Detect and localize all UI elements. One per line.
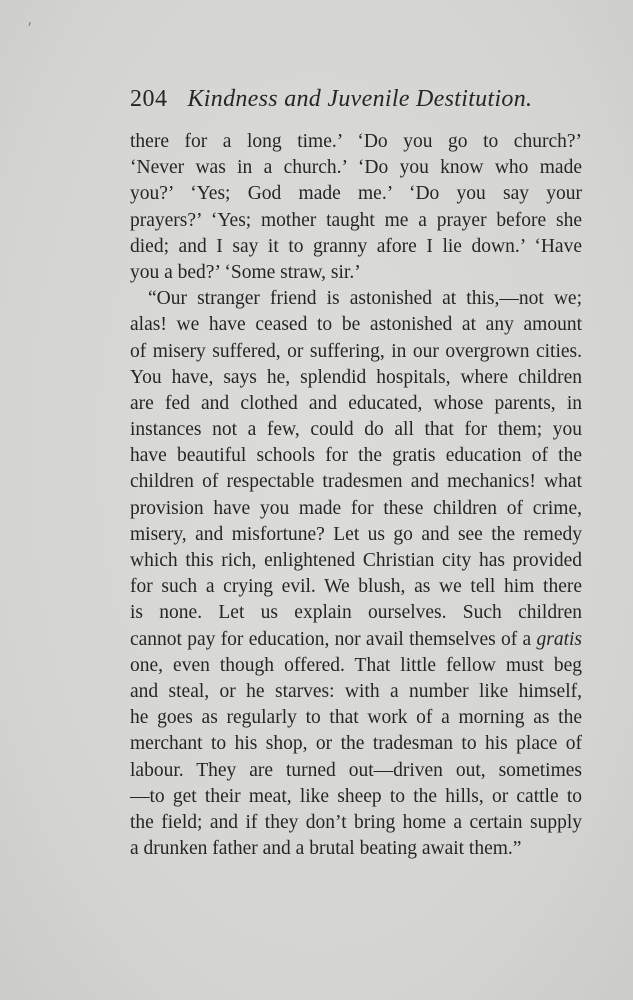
body-text xyxy=(130,129,582,862)
text-line-with-italic xyxy=(130,627,582,653)
text-line: the field; and if they don’t bring home a certain supply xyxy=(130,811,582,833)
text-line: you?’ ‘Yes; God made me.’ ‘Do you say your xyxy=(130,183,582,205)
text-line: he goes as regularly to that work of a morning as the xyxy=(130,707,582,729)
text-line: “Our stranger friend is astonished at this,—not we; xyxy=(148,288,582,310)
text-segment: cannot pay for education, nor avail themselves of a xyxy=(130,628,532,650)
text-line: labour. They are turned out—driven out, sometimes xyxy=(130,759,582,781)
text-line: for such a crying evil. We blush, as we tell him there xyxy=(130,576,582,598)
text-line: merchant to his shop, or the tradesman to his place of xyxy=(130,733,582,755)
text-line: and steal, or he starves: with a number like himself, xyxy=(130,680,582,702)
text-line: a drunken father and a brutal beating await them.” xyxy=(130,838,522,860)
text-line: children of respectable tradesmen and mechanics! what xyxy=(130,471,582,493)
text-line: ‘Never was in a church.’ ‘Do you know who made xyxy=(130,157,582,179)
margin-mark: ⸴ xyxy=(28,15,32,30)
text-line: is none. Let us explain ourselves. Such children xyxy=(130,602,582,624)
text-line: provision have you made for these children of crime, xyxy=(130,497,582,519)
text-line: misery, and misfortune? Let us go and see the remedy xyxy=(130,523,582,545)
running-title: Kindness and Juvenile Destitution. xyxy=(187,86,533,112)
text-line: instances not a few, could do all that for them; you xyxy=(130,419,582,441)
running-header xyxy=(130,86,570,122)
text-line: died; and I say it to granny afore I lie down.’ ‘Have xyxy=(130,235,582,257)
text-line: you a bed?’ ‘Some straw, sir.’ xyxy=(130,261,361,283)
text-line: have beautiful schools for the gratis education of the xyxy=(130,445,582,467)
text-line: which this rich, enlightened Christian city has provided xyxy=(130,550,582,571)
text-line: are fed and clothed and educated, whose parents, in xyxy=(130,392,582,414)
text-line: there for a long time.’ ‘Do you go to church?’ xyxy=(130,131,582,152)
text-line: of misery suffered, or suffering, in our overgrown cities. xyxy=(130,340,582,362)
text-line: prayers?’ ‘Yes; mother taught me a prayer before she xyxy=(130,209,582,231)
text-line: one, even though offered. That little fellow must beg xyxy=(130,654,582,676)
text-line: —to get their meat, like sheep to the hills, or cattle to xyxy=(130,785,582,807)
page-number: 204 xyxy=(130,86,168,112)
text-line: alas! we have ceased to be astonished at any amount xyxy=(130,314,582,336)
text-line: You have, says he, splendid hospitals, where children xyxy=(130,366,582,388)
italic-word: gratis xyxy=(536,628,582,650)
